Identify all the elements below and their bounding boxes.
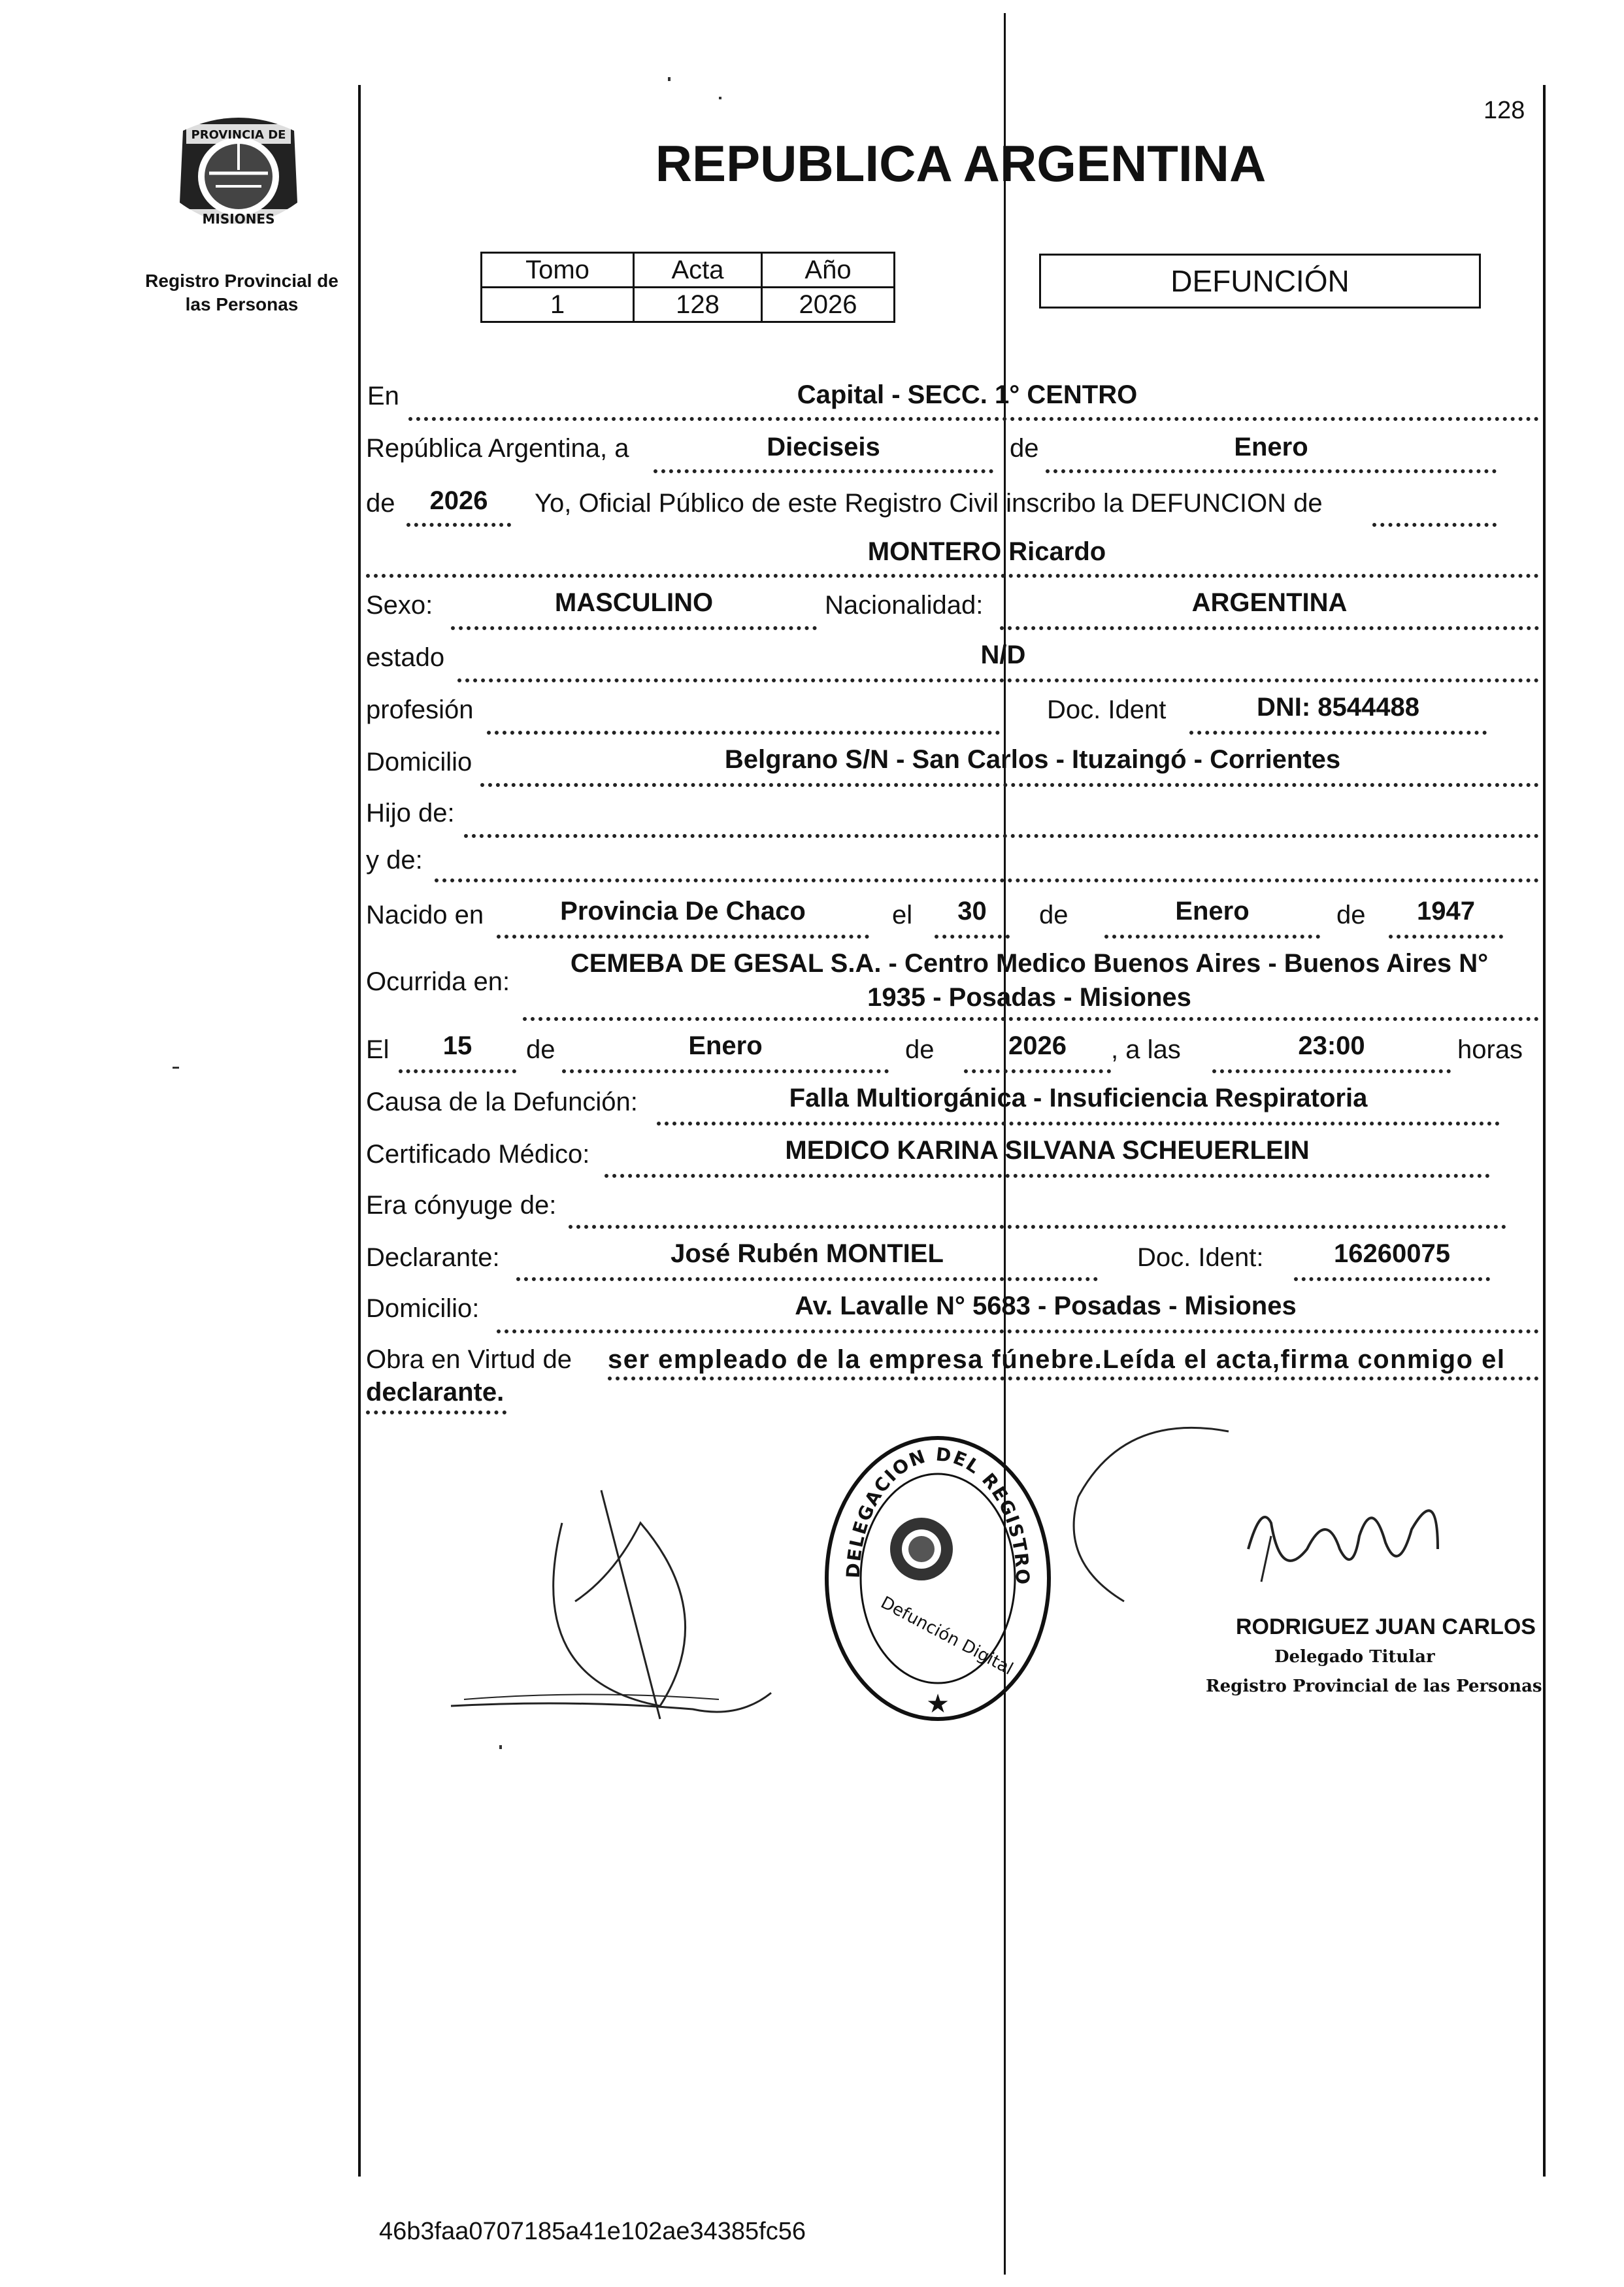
- org-name-line2: las Personas: [185, 294, 299, 314]
- stamp-center-text: Defunción Digital: [877, 1592, 1016, 1679]
- el2-label: El: [366, 1035, 389, 1064]
- stray-mark: [499, 1745, 502, 1749]
- doc-ident-dots: [1189, 731, 1487, 735]
- tomo-header: Tomo: [482, 253, 634, 288]
- doc-ident2-value: 16260075: [1334, 1239, 1450, 1268]
- obra-label: Obra en Virtud de: [366, 1345, 572, 1374]
- hora-dots: [1212, 1069, 1451, 1073]
- obra-dots-2: [366, 1411, 506, 1414]
- dia-dots: [654, 469, 993, 473]
- officer-org: Registro Provincial de las Personas: [1206, 1677, 1542, 1696]
- ocurrida-dots: [523, 1017, 1539, 1021]
- declarant-signature: [444, 1484, 784, 1758]
- de-label-2: de: [366, 489, 395, 518]
- doc-ident-label: Doc. Ident: [1047, 695, 1167, 724]
- sexo-dots: [451, 626, 817, 630]
- de-label: de: [1010, 434, 1039, 463]
- obra-value-line2: declarante.: [366, 1378, 505, 1407]
- conyuge-label: Era cónyuge de:: [366, 1191, 557, 1220]
- left-margin-rule: [358, 85, 361, 2177]
- anio-value: 2026: [762, 288, 895, 322]
- estado-label: estado: [366, 643, 445, 672]
- page-number: 128: [1483, 97, 1525, 124]
- def-anio-dots: [964, 1069, 1111, 1073]
- nac-anio-dots: [1389, 935, 1503, 939]
- logo-text-top: PROVINCIA DE: [191, 128, 286, 142]
- obra-value-line1: ser empleado de la empresa fúnebre.Leída el acta,firma conmigo el: [608, 1345, 1506, 1374]
- stray-mark: [668, 77, 671, 81]
- alas-label: , a las: [1111, 1035, 1181, 1064]
- hijo-dots: [464, 834, 1539, 838]
- declarante-label: Declarante:: [366, 1243, 500, 1272]
- dia-value: Dieciseis: [767, 433, 880, 461]
- declarante-dots: [516, 1277, 1098, 1281]
- yde-label: y de:: [366, 846, 423, 875]
- en-value: Capital - SECC. 1° CENTRO: [797, 380, 1138, 409]
- def-anio-value: 2026: [1008, 1031, 1067, 1060]
- acta-header: Acta: [634, 253, 762, 288]
- profesion-label: profesión: [366, 695, 474, 724]
- right-margin-rule: [1543, 85, 1546, 2177]
- certificado-dots: [605, 1174, 1490, 1178]
- def-mes-value: Enero: [688, 1031, 763, 1060]
- mes-value: Enero: [1234, 433, 1308, 461]
- obra-dots: [608, 1377, 1539, 1380]
- de-label-def2: de: [905, 1035, 935, 1064]
- en-dots: [408, 417, 1539, 421]
- certificado-label: Certificado Médico:: [366, 1140, 590, 1169]
- document-hash: 46b3faa0707185a41e102ae34385fc56: [379, 2218, 806, 2245]
- record-table: [480, 252, 895, 323]
- ocurrida-line2: 1935 - Posadas - Misiones: [867, 983, 1191, 1012]
- domicilio-label: Domicilio: [366, 748, 472, 776]
- causa-dots: [657, 1122, 1500, 1126]
- estado-dots: [457, 678, 1539, 682]
- profesion-dots: [487, 731, 1000, 735]
- sexo-value: MASCULINO: [554, 588, 714, 617]
- anio-header: Año: [762, 253, 895, 288]
- en-label: En: [367, 382, 399, 410]
- nacionalidad-dots: [1000, 626, 1539, 630]
- certificado-value: MEDICO KARINA SILVANA SCHEUERLEIN: [785, 1136, 1310, 1165]
- nacionalidad-value: ARGENTINA: [1191, 588, 1348, 617]
- nac-dia-dots: [935, 935, 1010, 939]
- sexo-label: Sexo:: [366, 591, 433, 620]
- nac-anio-value: 1947: [1417, 897, 1475, 926]
- anio-value: 2026: [429, 486, 488, 515]
- def-dia-value: 15: [442, 1031, 472, 1060]
- logo-text-bottom: MISIONES: [202, 211, 275, 227]
- doc-type-box: DEFUNCIÓN: [1039, 254, 1481, 309]
- doc-ident2-label: Doc. Ident:: [1137, 1243, 1264, 1272]
- de-label-def1: de: [526, 1035, 555, 1064]
- domicilio-dots: [480, 783, 1539, 787]
- def-dia-dots: [399, 1069, 516, 1073]
- nacido-dots: [497, 935, 869, 939]
- el-label: el: [892, 901, 913, 929]
- officer-name: RODRIGUEZ JUAN CARLOS: [1235, 1614, 1536, 1639]
- stray-mark: [173, 1067, 179, 1069]
- page-title: REPUBLICA ARGENTINA: [655, 135, 1267, 192]
- domicilio-value: Belgrano S/N - San Carlos - Ituzaingó - Corrientes: [724, 745, 1341, 774]
- nacionalidad-label: Nacionalidad:: [825, 591, 984, 620]
- nacido-label: Nacido en: [366, 901, 484, 929]
- mes-dots: [1046, 469, 1497, 473]
- yde-dots: [435, 878, 1539, 882]
- horas-label: horas: [1457, 1035, 1523, 1064]
- domicilio2-dots: [497, 1329, 1539, 1333]
- nac-dia-value: 30: [957, 897, 987, 926]
- hora-value: 23:00: [1298, 1031, 1365, 1060]
- conyuge-dots: [569, 1225, 1506, 1229]
- nombre-dots: [366, 574, 1539, 578]
- ocurrida-label: Ocurrida en:: [366, 967, 510, 996]
- official-stamp: [814, 1425, 1062, 1732]
- tomo-value: 1: [482, 288, 634, 322]
- estado-value: N/D: [980, 641, 1026, 669]
- doc-ident-value: DNI: 8544488: [1256, 693, 1420, 722]
- province-logo: [163, 105, 314, 248]
- oficial-text: Yo, Oficial Público de este Registro Civil inscribo la DEFUNCION de: [535, 489, 1323, 518]
- oficial-dots: [1372, 523, 1497, 527]
- def-mes-dots: [562, 1069, 889, 1073]
- deceased-name: MONTERO Ricardo: [867, 537, 1106, 566]
- stamp-star-icon: ★: [926, 1690, 950, 1718]
- acta-value: 128: [634, 288, 762, 322]
- stamp-ring-text: DELEGACION DEL REGISTRO: [842, 1443, 1034, 1586]
- causa-value: Falla Multiorgánica - Insuficiencia Respiratoria: [789, 1084, 1368, 1112]
- causa-label: Causa de la Defunción:: [366, 1088, 638, 1116]
- anio-dots: [406, 523, 511, 527]
- de-label-nac1: de: [1039, 901, 1069, 929]
- officer-role: Delegado Titular: [1274, 1647, 1435, 1667]
- org-name-line1: Registro Provincial de: [145, 271, 339, 291]
- republica-label: República Argentina, a: [366, 434, 629, 463]
- domicilio2-label: Domicilio:: [366, 1294, 480, 1323]
- de-label-nac2: de: [1336, 901, 1366, 929]
- domicilio2-value: Av. Lavalle N° 5683 - Posadas - Misiones: [795, 1292, 1297, 1320]
- nac-mes-dots: [1104, 935, 1320, 939]
- hijo-label: Hijo de:: [366, 799, 455, 827]
- ocurrida-line1: CEMEBA DE GESAL S.A. - Centro Medico Buenos Aires - Buenos Aires N°: [570, 949, 1489, 978]
- nacido-value: Provincia De Chaco: [560, 897, 806, 926]
- doc-ident2-dots: [1294, 1277, 1490, 1281]
- stray-mark: [719, 97, 721, 99]
- declarante-value: José Rubén MONTIEL: [671, 1239, 944, 1268]
- nac-mes-value: Enero: [1175, 897, 1250, 926]
